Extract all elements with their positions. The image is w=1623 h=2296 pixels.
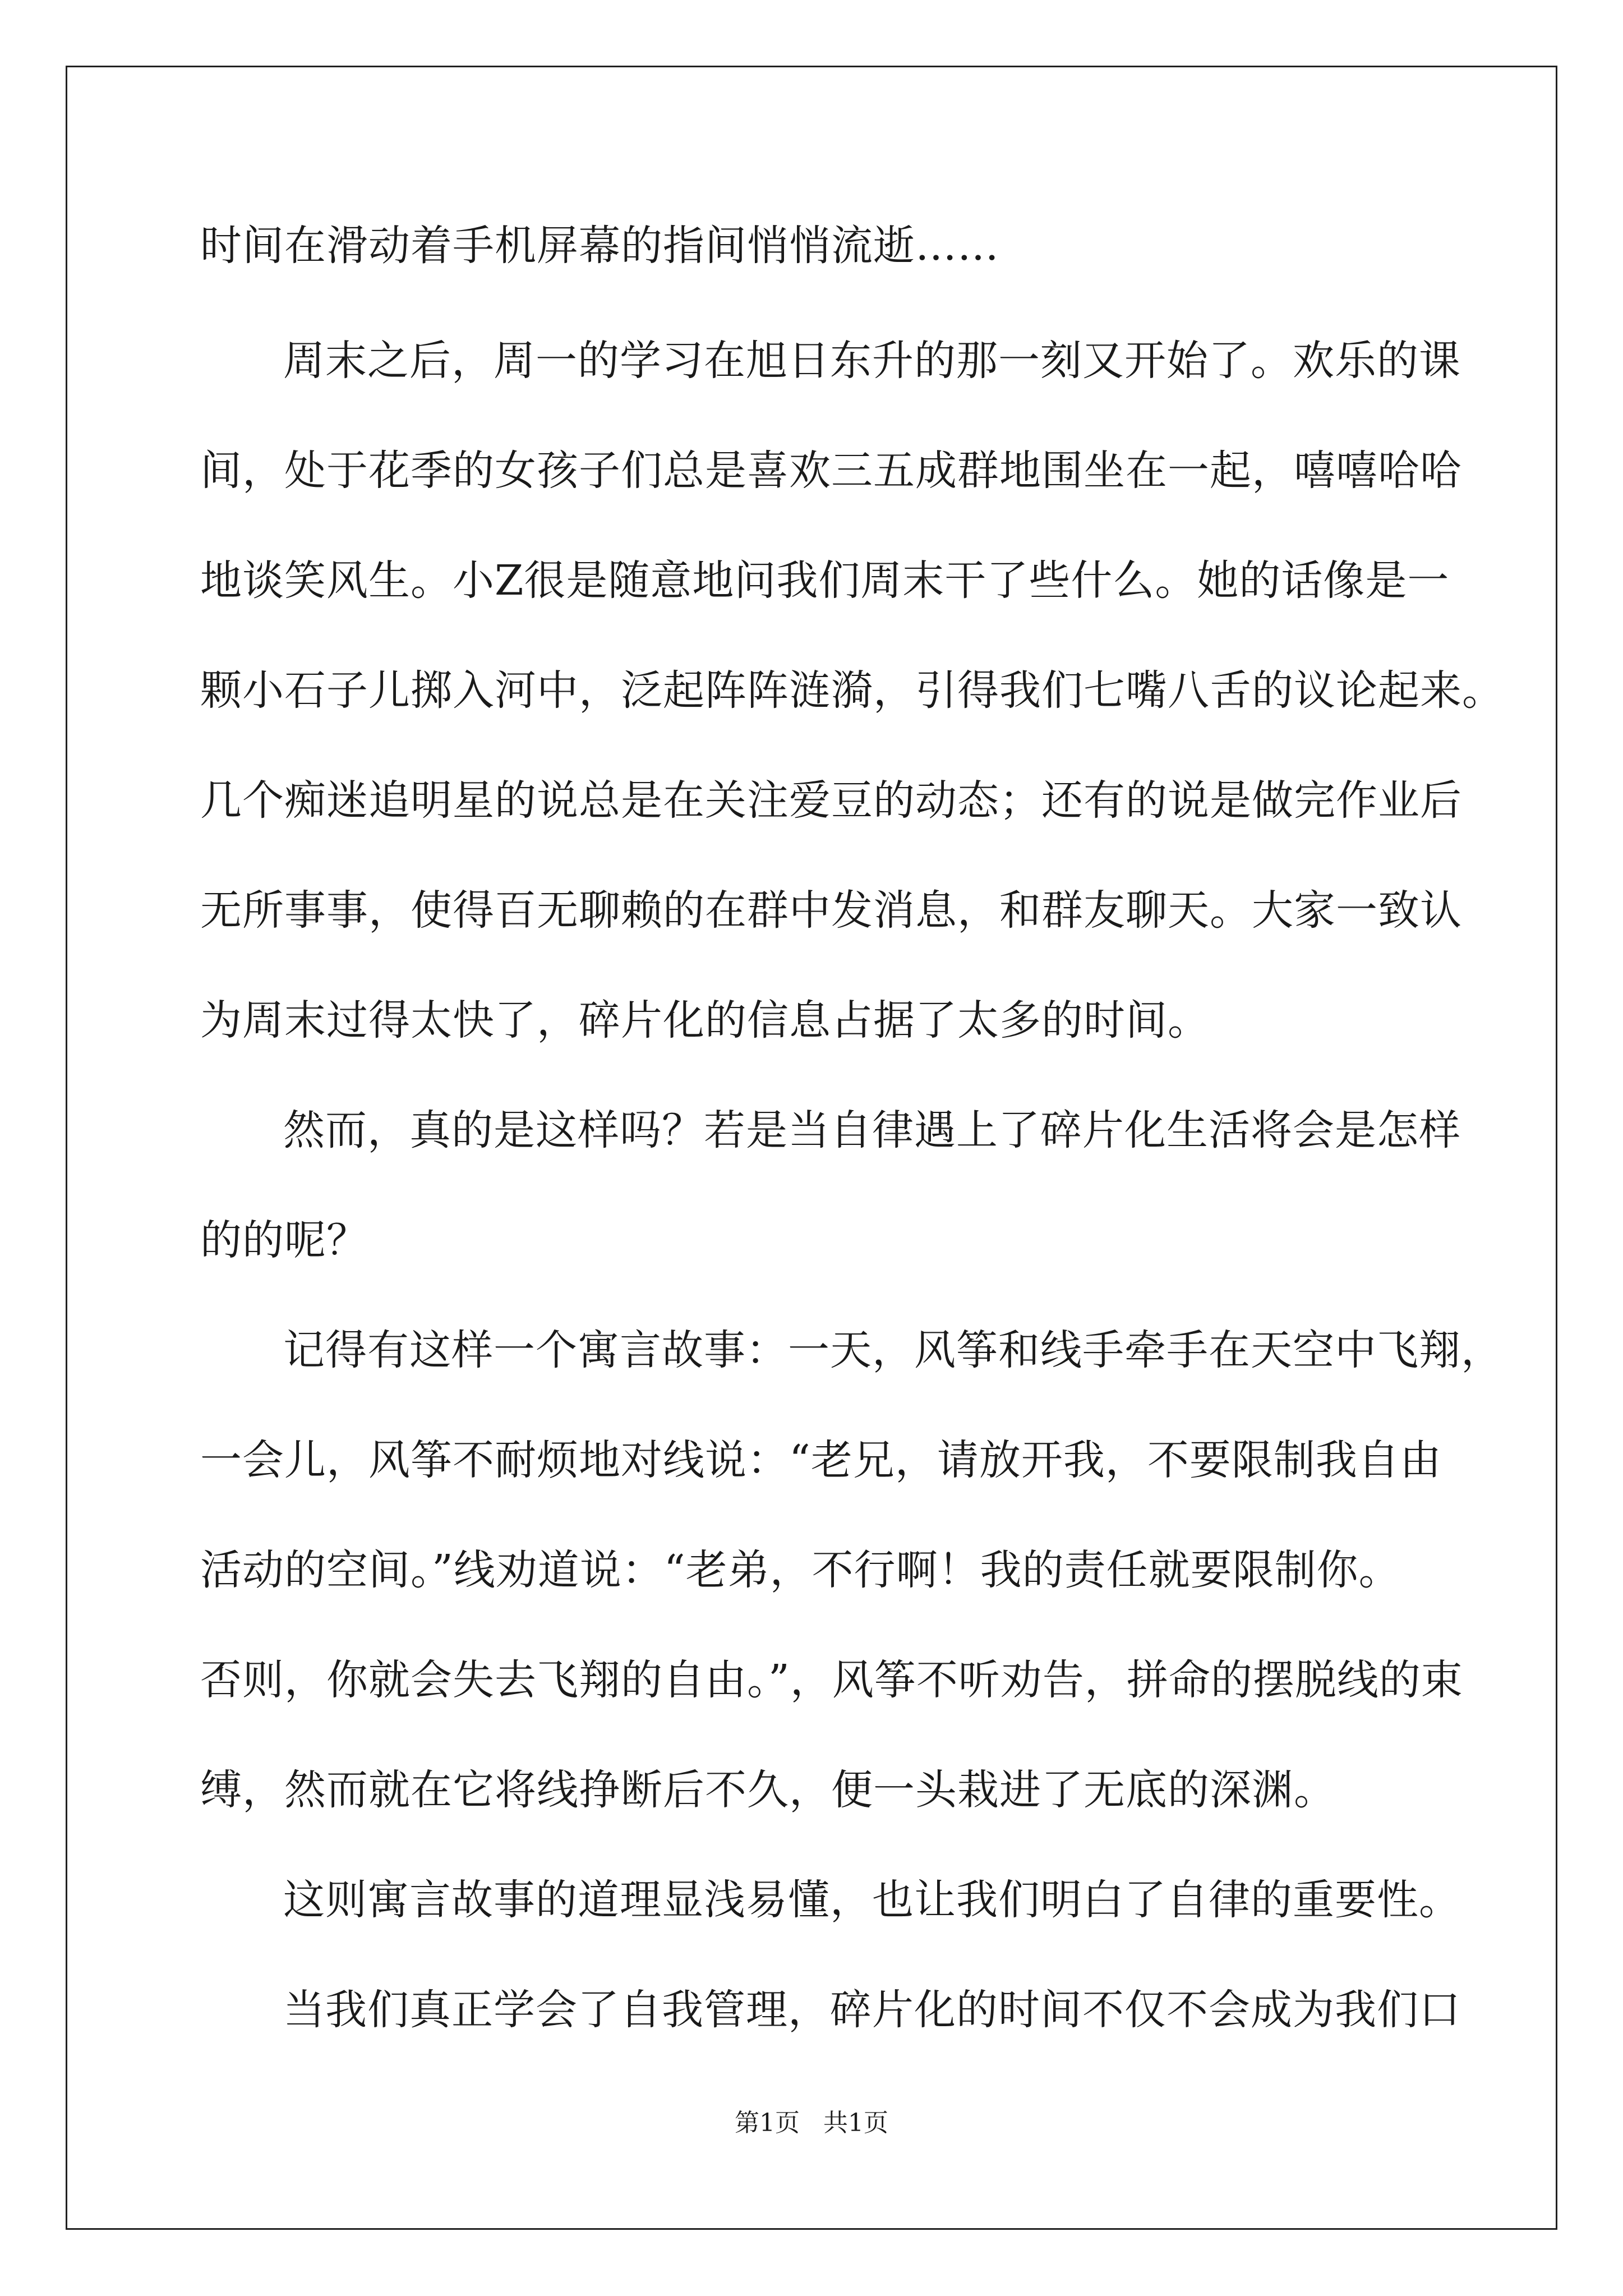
text-line-13: 活动的空间。”线劝道说：“老弟，不行啊！我的责任就要限制你。 [200, 1546, 1401, 1594]
text-line-5: 颗小石子儿掷入河中，泛起阵阵涟漪，引得我们七嘴八舌的议论起来。 [200, 666, 1504, 715]
text-line-8: 为周末过得太快了，碎片化的信息占据了太多的时间。 [200, 996, 1210, 1045]
page-number-current: 第1页 [735, 2109, 800, 2137]
text-line-9: 然而，真的是这样吗？若是当自律遇上了碎片化生活将会是怎样 [283, 1106, 1461, 1154]
text-line-6: 几个痴迷追明星的说总是在关注爱豆的动态；还有的说是做完作业后 [200, 776, 1462, 825]
text-line-2: 周末之后，周一的学习在旭日东升的那一刻又开始了。欢乐的课 [283, 337, 1461, 385]
page-footer [0, 2102, 1623, 2138]
text-line-10: 的的呢？ [200, 1216, 368, 1264]
text-line-3: 间，处于花季的女孩子们总是喜欢三五成群地围坐在一起，嘻嘻哈哈 [200, 447, 1462, 495]
page-number-total: 共1页 [823, 2109, 888, 2137]
text-line-17: 当我们真正学会了自我管理，碎片化的时间不仅不会成为我们口 [283, 1986, 1461, 2034]
text-line-1: 时间在滑动着手机屏幕的指间悄悄流逝…… [200, 222, 999, 270]
text-line-14: 否则，你就会失去飞翔的自由。”，风筝不听劝告，拼命的摆脱线的束 [200, 1656, 1463, 1704]
text-line-15: 缚，然而就在它将线挣断后不久，便一头栽进了无底的深渊。 [200, 1766, 1336, 1814]
text-line-16: 这则寓言故事的道理显浅易懂，也让我们明白了自律的重要性。 [283, 1876, 1461, 1924]
text-line-7: 无所事事，使得百无聊赖的在群中发消息，和群友聊天。大家一致认 [200, 886, 1462, 935]
text-line-11: 记得有这样一个寓言故事：一天，风筝和线手牵手在天空中飞翔， [283, 1326, 1503, 1374]
text-line-4: 地谈笑风生。小Z很是随意地问我们周末干了些什么。她的话像是一 [200, 556, 1450, 605]
text-line-12: 一会儿，风筝不耐烦地对线说：“老兄，请放开我，不要限制我自由 [200, 1436, 1442, 1484]
